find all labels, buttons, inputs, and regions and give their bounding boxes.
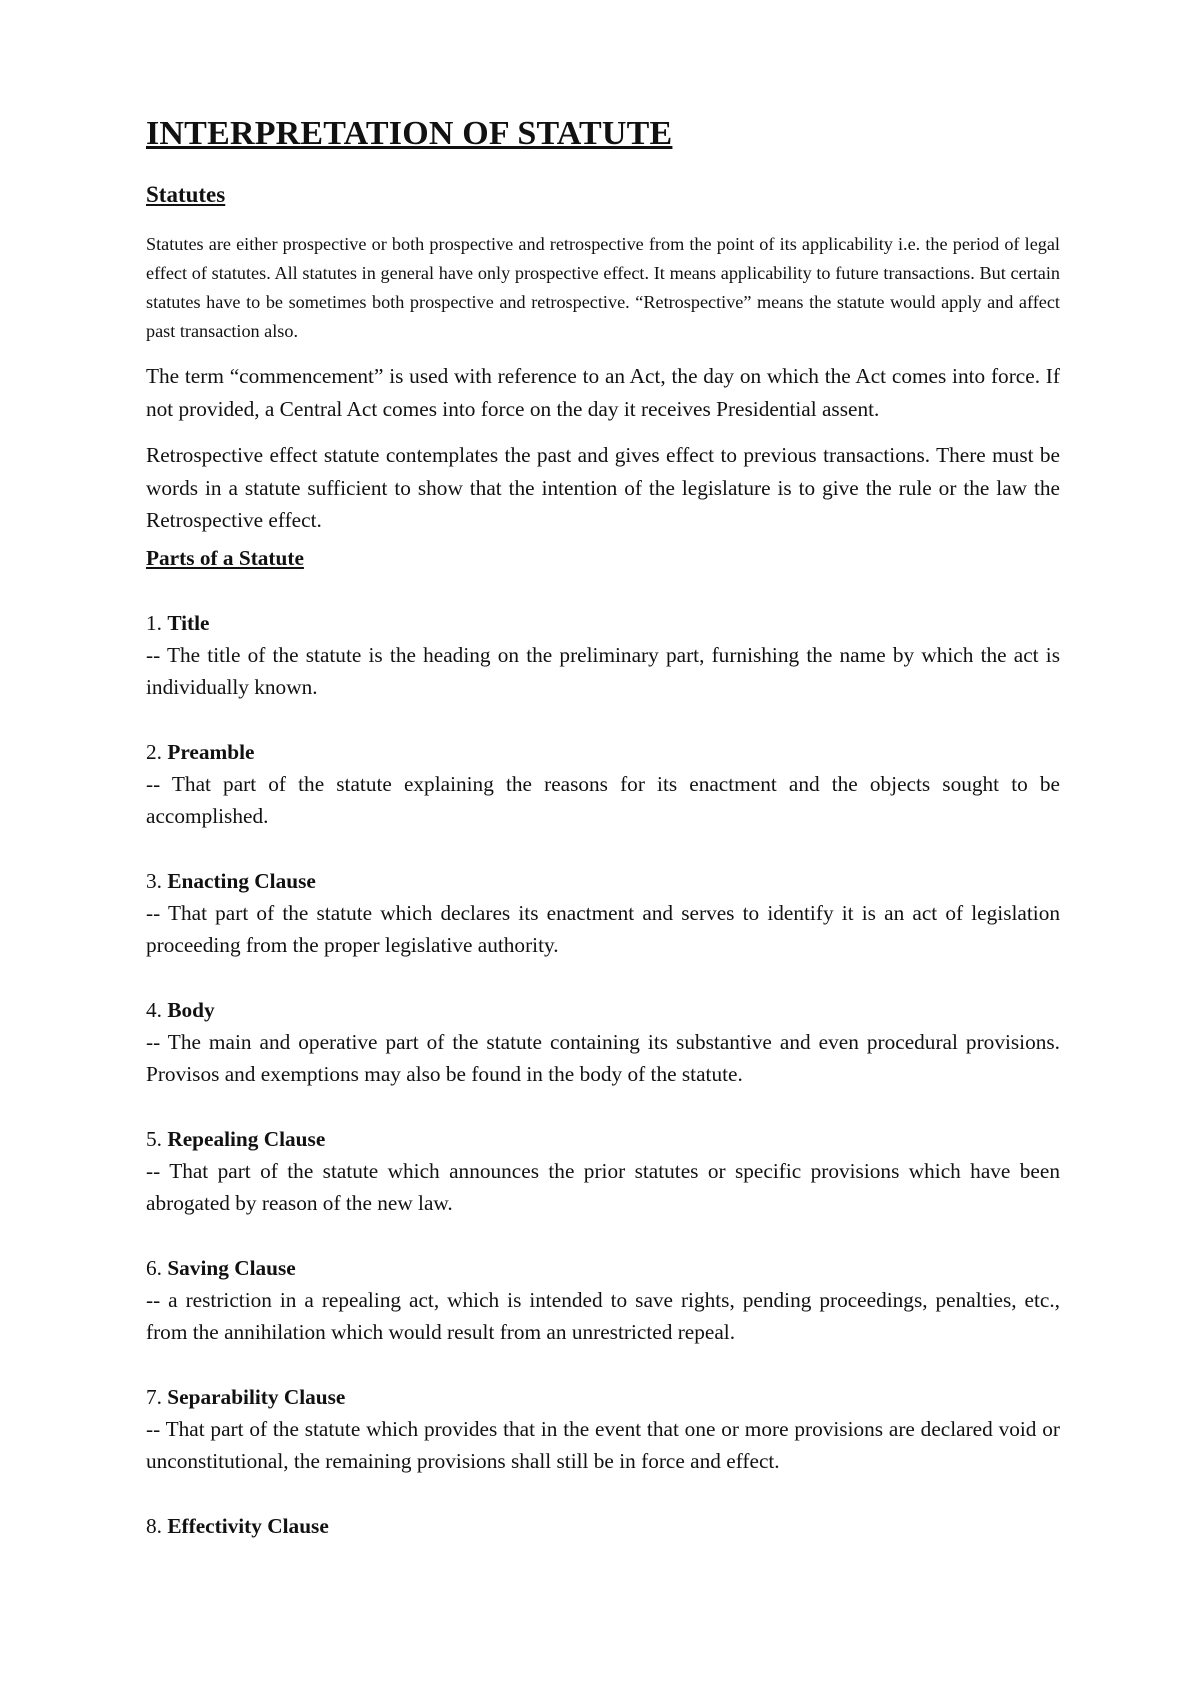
part-heading [146, 994, 1060, 1026]
part-number: 4. [146, 997, 162, 1022]
part-number: 1. [146, 610, 162, 635]
part-name: Title [167, 610, 210, 635]
part-number: 2. [146, 739, 162, 764]
part-enacting-clause [146, 865, 1060, 962]
part-description: -- That part of the statute which provides that in the event that one or more provisions are declared void or unconstitutional, the remaining provisions shall still be in force and effect. [146, 1416, 1060, 1473]
part-heading [146, 1510, 1060, 1542]
parts-list [146, 607, 1060, 1542]
part-description: -- The main and operative part of the statute containing its substantive and even procedural provisions. Provisos and exemptions may also be found in the body of the statute. [146, 1029, 1060, 1086]
part-name: Repealing Clause [167, 1126, 326, 1151]
part-name: Saving Clause [167, 1255, 296, 1280]
part-preamble [146, 736, 1060, 833]
part-heading [146, 1252, 1060, 1284]
part-name: Body [167, 997, 215, 1022]
part-description: -- That part of the statute which announces the prior statutes or specific provisions which have been abrogated by reason of the new law. [146, 1158, 1060, 1215]
parts-heading: Parts of a Statute [146, 545, 304, 570]
part-heading [146, 736, 1060, 768]
part-name: Preamble [167, 739, 255, 764]
part-number: 8. [146, 1513, 162, 1538]
part-saving-clause [146, 1252, 1060, 1349]
part-description: -- That part of the statute explaining the reasons for its enactment and the objects sought to be accomplished. [146, 771, 1060, 828]
document-page [146, 112, 1060, 1574]
part-number: 6. [146, 1255, 162, 1280]
retrospective-paragraph: Retrospective effect statute contemplates the past and gives effect to previous transactions. There must be words in a statute sufficient to show that the intention of the legislature is to give the rule or the law the Retrospective effect. [146, 443, 1060, 532]
part-number: 3. [146, 868, 162, 893]
section-heading-statutes: Statutes [146, 182, 226, 207]
part-heading [146, 1123, 1060, 1155]
part-name: Separability Clause [167, 1384, 346, 1409]
part-number: 5. [146, 1126, 162, 1151]
intro-paragraph: Statutes are either prospective or both prospective and retrospective from the point of its applicability i.e. the period of legal effect of statutes. All statutes in general have only prospective effect. It means applicability to future transactions. But certain statutes have to be sometimes both prospective and retrospective. “Retrospective” means the statute would apply and affect past transaction also. [146, 234, 1060, 341]
part-body [146, 994, 1060, 1091]
document-title: INTERPRETATION OF STATUTE [146, 115, 673, 152]
part-name: Enacting Clause [167, 868, 316, 893]
part-effectivity-clause [146, 1510, 1060, 1542]
part-heading [146, 1381, 1060, 1413]
commencement-paragraph: The term “commencement” is used with reference to an Act, the day on which the Act comes into force. If not provided, a Central Act comes into force on the day it receives Presidential assent. [146, 364, 1060, 421]
part-description: -- That part of the statute which declares its enactment and serves to identify it is an act of legislation proceeding from the proper legislative authority. [146, 900, 1060, 957]
part-title [146, 607, 1060, 704]
part-separability-clause [146, 1381, 1060, 1478]
part-description: -- a restriction in a repealing act, which is intended to save rights, pending proceedings, penalties, etc., from the annihilation which would result from an unrestricted repeal. [146, 1287, 1060, 1344]
part-name: Effectivity Clause [167, 1513, 329, 1538]
part-heading [146, 865, 1060, 897]
part-heading [146, 607, 1060, 639]
part-description: -- The title of the statute is the heading on the preliminary part, furnishing the name by which the act is individually known. [146, 642, 1060, 699]
part-number: 7. [146, 1384, 168, 1409]
part-repealing-clause [146, 1123, 1060, 1220]
